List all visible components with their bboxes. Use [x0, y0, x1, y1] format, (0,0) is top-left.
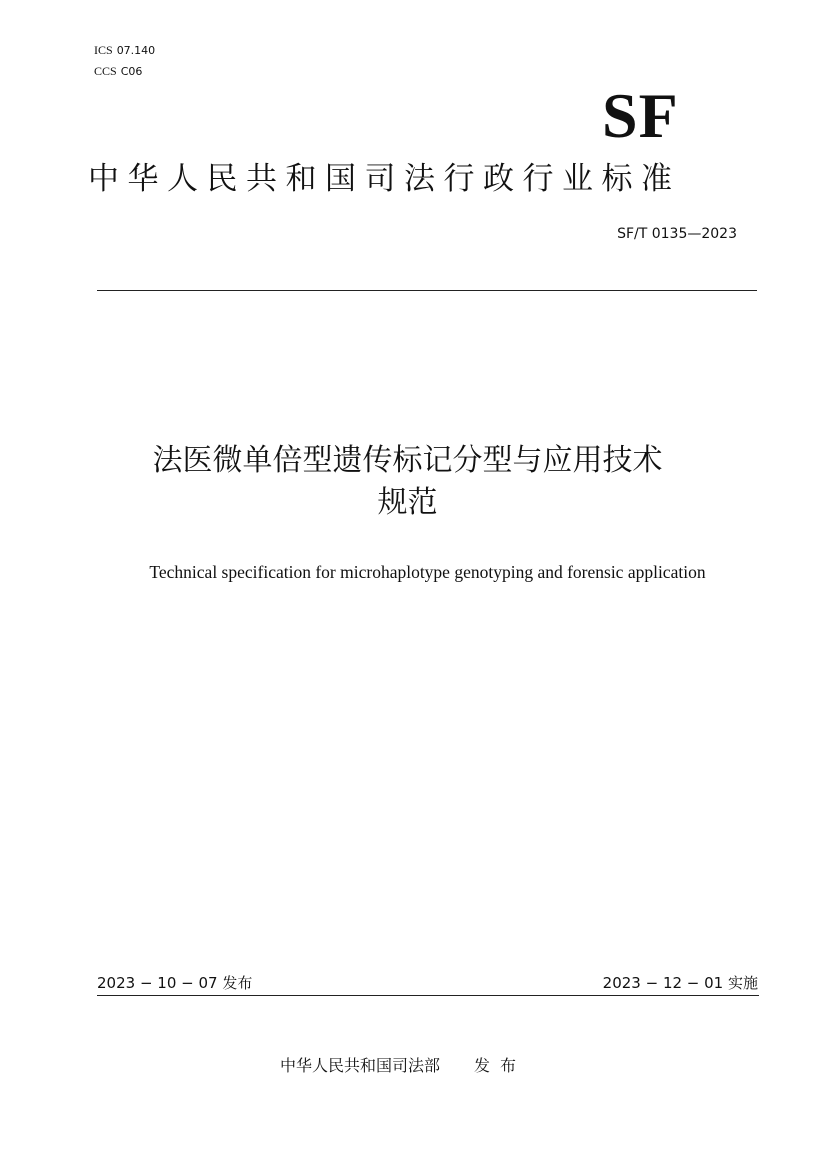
standard-code: SF/T 0135—2023	[617, 226, 737, 242]
document-title-en: Technical specification for microhaplotype genotyping and forensic application	[149, 562, 706, 582]
classification-codes	[94, 40, 155, 82]
ics-label: ICS	[94, 43, 113, 57]
standard-type-title: 中华人民共和国司法行政行业标准	[88, 161, 681, 197]
title-line-1: 法医微单倍型遗传标记分型与应用技术	[152, 443, 663, 478]
ics-row	[94, 40, 155, 61]
document-title-cn	[80, 440, 735, 524]
title-line-2: 规范	[377, 485, 438, 520]
ccs-label: CCS	[94, 64, 117, 78]
ccs-row	[94, 61, 155, 82]
release-date: 2023 − 10 − 07 发布	[97, 974, 253, 992]
issuer-line	[280, 1053, 526, 1076]
sf-logo: SF	[602, 80, 679, 151]
ics-value: 07.140	[116, 44, 156, 57]
implement-date: 2023 − 12 − 01 实施	[602, 974, 758, 992]
header-divider	[97, 290, 757, 291]
footer-divider	[97, 995, 759, 996]
publish-word: 发布	[474, 1056, 527, 1075]
issuer-name: 中华人民共和国司法部	[280, 1056, 441, 1075]
ccs-value: C06	[120, 65, 143, 78]
